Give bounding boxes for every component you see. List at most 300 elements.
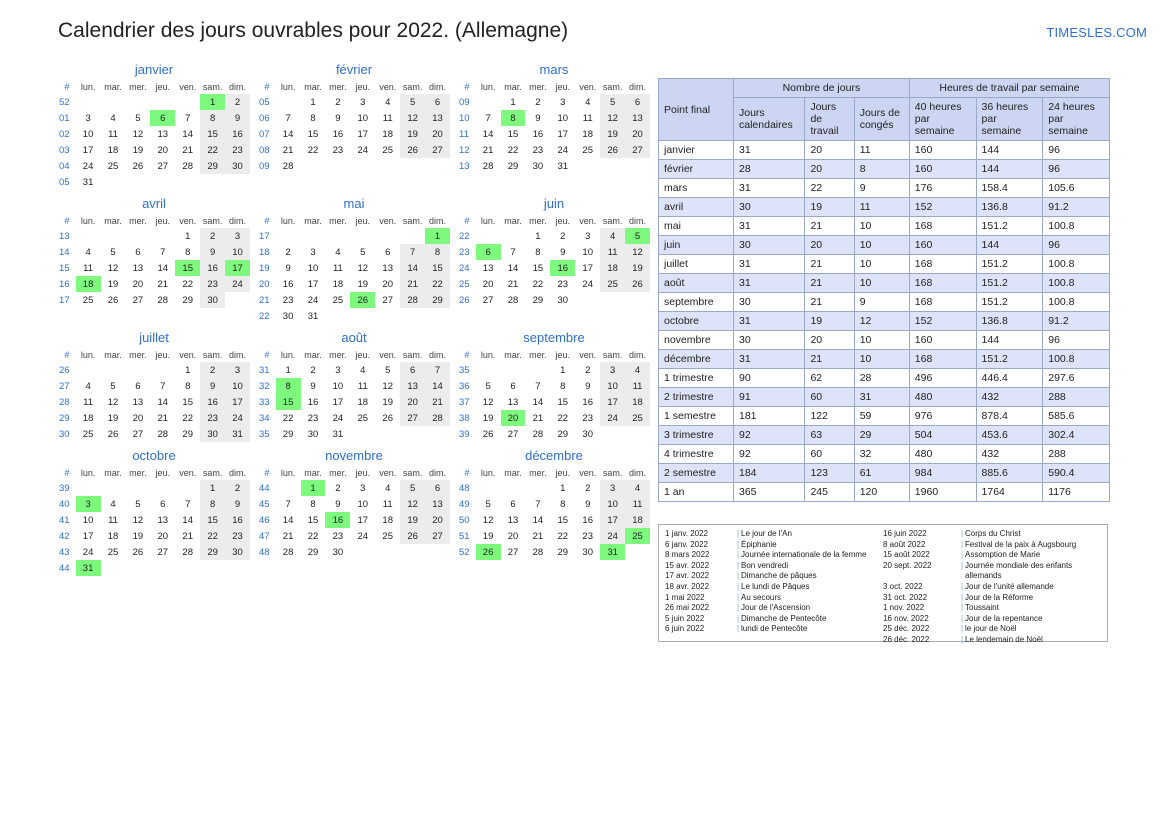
day-cell[interactable]: 19 — [107, 278, 119, 290]
day-cell[interactable]: 3 — [85, 112, 91, 124]
day-cell-weekend[interactable]: 15 — [200, 512, 225, 528]
day-cell-weekend[interactable]: 14 — [425, 378, 450, 394]
day-cell[interactable]: 28 — [532, 428, 544, 440]
day-cell[interactable]: 17 — [332, 396, 344, 408]
day-cell-weekend[interactable]: 28 — [400, 292, 425, 308]
day-cell-weekend[interactable]: 17 — [600, 512, 625, 528]
day-cell[interactable]: 8 — [310, 498, 316, 510]
day-cell-holiday[interactable]: 8 — [501, 110, 526, 126]
day-cell[interactable]: 4 — [585, 96, 591, 108]
day-cell[interactable]: 29 — [557, 428, 569, 440]
day-cell[interactable]: 11 — [108, 128, 118, 140]
day-cell-weekend[interactable]: 19 — [600, 126, 625, 142]
day-cell[interactable]: 18 — [82, 412, 94, 424]
day-cell-holiday[interactable]: 31 — [600, 544, 625, 560]
day-cell[interactable]: 22 — [307, 144, 319, 156]
day-cell[interactable]: 24 — [307, 294, 319, 306]
day-cell-holiday[interactable]: 6 — [476, 244, 501, 260]
day-cell[interactable]: 18 — [357, 396, 369, 408]
day-cell[interactable]: 4 — [385, 482, 391, 494]
day-cell-weekend[interactable]: 20 — [400, 394, 425, 410]
day-cell[interactable]: 25 — [382, 144, 393, 156]
day-cell[interactable]: 20 — [157, 144, 169, 156]
day-cell[interactable]: 6 — [135, 380, 141, 392]
day-cell[interactable]: 17 — [82, 530, 94, 542]
day-cell[interactable]: 26 — [482, 428, 494, 440]
day-cell-weekend[interactable]: 10 — [225, 244, 250, 260]
day-cell-weekend[interactable]: 5 — [400, 480, 425, 496]
day-cell[interactable]: 7 — [185, 498, 191, 510]
day-cell[interactable]: 23 — [282, 294, 294, 306]
day-cell[interactable]: 29 — [532, 294, 544, 306]
day-cell[interactable]: 17 — [82, 144, 94, 156]
day-cell[interactable]: 10 — [357, 112, 369, 124]
day-cell[interactable]: 26 — [132, 160, 144, 172]
day-cell-weekend[interactable]: 20 — [425, 512, 450, 528]
day-cell[interactable]: 9 — [535, 112, 541, 124]
day-cell-weekend[interactable]: 12 — [400, 496, 425, 512]
day-cell[interactable]: 6 — [385, 246, 391, 258]
day-cell[interactable]: 8 — [185, 380, 191, 392]
day-cell[interactable]: 17 — [357, 514, 369, 526]
day-cell[interactable]: 23 — [557, 278, 569, 290]
day-cell[interactable]: 19 — [107, 412, 119, 424]
day-cell[interactable]: 31 — [557, 160, 569, 172]
day-cell-weekend[interactable]: 28 — [425, 410, 450, 426]
day-cell[interactable]: 14 — [282, 128, 294, 140]
day-cell[interactable]: 18 — [382, 514, 393, 526]
day-cell-weekend[interactable]: 2 — [200, 362, 225, 378]
day-cell[interactable]: 27 — [157, 160, 169, 172]
day-cell[interactable]: 6 — [135, 246, 141, 258]
day-cell[interactable]: 5 — [485, 498, 491, 510]
day-cell[interactable]: 21 — [282, 530, 294, 542]
day-cell-weekend[interactable]: 26 — [400, 142, 425, 158]
day-cell[interactable]: 4 — [110, 498, 116, 510]
day-cell[interactable]: 25 — [107, 546, 119, 558]
day-cell[interactable]: 7 — [485, 112, 491, 124]
day-cell[interactable]: 11 — [83, 396, 94, 408]
day-cell-holiday[interactable]: 15 — [175, 260, 200, 276]
day-cell-weekend[interactable]: 18 — [625, 394, 650, 410]
day-cell[interactable]: 17 — [557, 128, 569, 140]
day-cell[interactable]: 20 — [507, 530, 519, 542]
day-cell-weekend[interactable]: 2 — [225, 480, 250, 496]
day-cell[interactable]: 28 — [282, 160, 294, 172]
day-cell[interactable]: 18 — [107, 144, 119, 156]
day-cell[interactable]: 14 — [157, 262, 169, 274]
day-cell[interactable]: 23 — [582, 530, 593, 542]
day-cell[interactable]: 2 — [585, 482, 591, 494]
day-cell[interactable]: 1 — [560, 482, 566, 494]
day-cell[interactable]: 21 — [532, 412, 544, 424]
day-cell[interactable]: 14 — [482, 128, 494, 140]
day-cell[interactable]: 7 — [160, 380, 166, 392]
day-cell[interactable]: 5 — [485, 380, 491, 392]
day-cell-weekend[interactable]: 17 — [225, 394, 250, 410]
day-cell[interactable]: 2 — [335, 482, 341, 494]
day-cell[interactable]: 21 — [157, 412, 169, 424]
day-cell[interactable]: 10 — [82, 514, 94, 526]
day-cell[interactable]: 22 — [507, 144, 519, 156]
day-cell[interactable]: 10 — [82, 128, 94, 140]
day-cell-weekend[interactable]: 4 — [600, 228, 625, 244]
day-cell[interactable]: 5 — [135, 112, 141, 124]
day-cell[interactable]: 15 — [307, 128, 319, 140]
day-cell-weekend[interactable]: 5 — [600, 94, 625, 110]
day-cell[interactable]: 14 — [182, 128, 193, 140]
day-cell[interactable]: 9 — [560, 246, 566, 258]
day-cell[interactable]: 14 — [507, 262, 519, 274]
day-cell[interactable]: 1 — [285, 364, 291, 376]
day-cell[interactable]: 18 — [332, 278, 344, 290]
day-cell[interactable]: 14 — [157, 396, 169, 408]
day-cell[interactable]: 2 — [585, 364, 591, 376]
day-cell[interactable]: 15 — [557, 514, 569, 526]
day-cell[interactable]: 22 — [557, 530, 569, 542]
day-cell-weekend[interactable]: 6 — [400, 362, 425, 378]
day-cell[interactable]: 31 — [307, 310, 319, 322]
day-cell[interactable]: 4 — [110, 112, 116, 124]
day-cell-weekend[interactable]: 8 — [200, 110, 225, 126]
day-cell[interactable]: 3 — [585, 230, 591, 242]
day-cell[interactable]: 15 — [507, 128, 519, 140]
day-cell-weekend[interactable]: 3 — [600, 480, 625, 496]
day-cell-weekend[interactable]: 27 — [425, 142, 450, 158]
day-cell-weekend[interactable]: 24 — [225, 276, 250, 292]
day-cell[interactable]: 7 — [510, 246, 516, 258]
day-cell-weekend[interactable]: 6 — [625, 94, 650, 110]
day-cell[interactable]: 1 — [560, 364, 566, 376]
day-cell-weekend[interactable]: 13 — [425, 110, 450, 126]
day-cell[interactable]: 7 — [535, 380, 541, 392]
day-cell[interactable]: 27 — [132, 294, 144, 306]
day-cell-weekend[interactable]: 11 — [625, 378, 650, 394]
day-cell[interactable]: 5 — [385, 364, 391, 376]
day-cell[interactable]: 26 — [132, 546, 144, 558]
day-cell[interactable]: 19 — [132, 144, 144, 156]
day-cell[interactable]: 12 — [482, 514, 494, 526]
day-cell[interactable]: 13 — [157, 128, 169, 140]
day-cell-holiday[interactable]: 18 — [76, 276, 101, 292]
day-cell-weekend[interactable]: 3 — [225, 362, 250, 378]
day-cell[interactable]: 18 — [382, 128, 393, 140]
day-cell[interactable]: 7 — [285, 498, 291, 510]
day-cell-weekend[interactable]: 9 — [225, 496, 250, 512]
day-cell[interactable]: 28 — [532, 546, 544, 558]
day-cell[interactable]: 6 — [160, 498, 166, 510]
day-cell[interactable]: 21 — [532, 530, 544, 542]
day-cell[interactable]: 25 — [382, 530, 393, 542]
day-cell[interactable]: 13 — [132, 262, 144, 274]
day-cell-weekend[interactable]: 13 — [625, 110, 650, 126]
day-cell[interactable]: 10 — [357, 498, 369, 510]
day-cell-weekend[interactable]: 27 — [625, 142, 650, 158]
day-cell[interactable]: 20 — [132, 412, 144, 424]
day-cell-holiday[interactable]: 8 — [276, 378, 301, 394]
day-cell[interactable]: 27 — [382, 294, 393, 306]
day-cell[interactable]: 17 — [582, 262, 593, 274]
day-cell-weekend[interactable]: 27 — [400, 410, 425, 426]
day-cell[interactable]: 8 — [535, 246, 541, 258]
day-cell[interactable]: 19 — [357, 278, 369, 290]
day-cell[interactable]: 7 — [160, 246, 166, 258]
day-cell[interactable]: 29 — [182, 294, 193, 306]
day-cell-weekend[interactable]: 16 — [200, 394, 225, 410]
day-cell[interactable]: 22 — [532, 278, 544, 290]
day-cell[interactable]: 2 — [310, 364, 316, 376]
day-cell[interactable]: 25 — [82, 294, 94, 306]
day-cell-weekend[interactable]: 8 — [200, 496, 225, 512]
day-cell[interactable]: 21 — [157, 278, 169, 290]
day-cell-weekend[interactable]: 4 — [625, 480, 650, 496]
day-cell[interactable]: 26 — [107, 428, 119, 440]
day-cell-weekend[interactable]: 23 — [200, 276, 225, 292]
day-cell[interactable]: 25 — [82, 428, 94, 440]
day-cell-weekend[interactable]: 16 — [200, 260, 225, 276]
day-cell[interactable]: 30 — [282, 310, 294, 322]
day-cell[interactable]: 27 — [507, 428, 519, 440]
day-cell[interactable]: 5 — [135, 498, 141, 510]
day-cell-weekend[interactable]: 22 — [425, 276, 450, 292]
day-cell[interactable]: 15 — [532, 262, 544, 274]
day-cell[interactable]: 23 — [532, 144, 544, 156]
day-cell-weekend[interactable]: 22 — [200, 528, 225, 544]
day-cell[interactable]: 25 — [107, 160, 119, 172]
day-cell[interactable]: 22 — [307, 530, 319, 542]
day-cell[interactable]: 23 — [332, 144, 344, 156]
day-cell-weekend[interactable]: 30 — [200, 426, 225, 442]
day-cell[interactable]: 10 — [332, 380, 344, 392]
day-cell[interactable]: 11 — [332, 262, 343, 274]
day-cell-weekend[interactable]: 23 — [225, 528, 250, 544]
day-cell-weekend[interactable]: 18 — [625, 512, 650, 528]
day-cell[interactable]: 25 — [332, 294, 344, 306]
day-cell[interactable]: 31 — [82, 176, 94, 188]
day-cell[interactable]: 14 — [282, 514, 294, 526]
day-cell[interactable]: 15 — [182, 396, 193, 408]
day-cell[interactable]: 8 — [310, 112, 316, 124]
day-cell[interactable]: 11 — [382, 112, 393, 124]
day-cell[interactable]: 27 — [132, 428, 144, 440]
day-cell[interactable]: 1 — [185, 230, 191, 242]
day-cell[interactable]: 23 — [582, 412, 593, 424]
day-cell[interactable]: 15 — [557, 396, 569, 408]
day-cell-weekend[interactable]: 10 — [225, 378, 250, 394]
day-cell[interactable]: 11 — [357, 380, 368, 392]
day-cell-holiday[interactable]: 16 — [550, 260, 575, 276]
day-cell-weekend[interactable]: 20 — [425, 126, 450, 142]
day-cell-weekend[interactable]: 20 — [625, 126, 650, 142]
day-cell[interactable]: 30 — [307, 428, 319, 440]
day-cell-holiday[interactable]: 26 — [350, 292, 375, 308]
day-cell[interactable]: 18 — [582, 128, 593, 140]
day-cell-holiday[interactable]: 3 — [76, 496, 101, 512]
day-cell[interactable]: 25 — [357, 412, 369, 424]
day-cell-weekend[interactable]: 18 — [600, 260, 625, 276]
day-cell[interactable]: 19 — [482, 530, 494, 542]
day-cell[interactable]: 22 — [182, 278, 193, 290]
day-cell-weekend[interactable]: 15 — [200, 126, 225, 142]
day-cell-weekend[interactable]: 6 — [425, 480, 450, 496]
day-cell[interactable]: 28 — [507, 294, 519, 306]
day-cell[interactable]: 21 — [182, 530, 193, 542]
day-cell[interactable]: 9 — [585, 498, 591, 510]
day-cell-weekend[interactable]: 1 — [200, 480, 225, 496]
day-cell[interactable]: 10 — [582, 246, 593, 258]
day-cell-weekend[interactable]: 25 — [625, 410, 650, 426]
day-cell[interactable]: 1 — [510, 96, 516, 108]
day-cell[interactable]: 9 — [335, 112, 341, 124]
day-cell[interactable]: 28 — [482, 160, 494, 172]
day-cell-weekend[interactable]: 11 — [625, 496, 650, 512]
day-cell[interactable]: 16 — [307, 396, 319, 408]
day-cell-holiday[interactable]: 26 — [476, 544, 501, 560]
day-cell[interactable]: 15 — [307, 514, 319, 526]
day-cell-weekend[interactable]: 3 — [600, 362, 625, 378]
day-cell-holiday[interactable]: 6 — [150, 110, 175, 126]
day-cell-weekend[interactable]: 16 — [225, 126, 250, 142]
day-cell[interactable]: 12 — [132, 514, 144, 526]
day-cell[interactable]: 21 — [507, 278, 519, 290]
day-cell[interactable]: 28 — [157, 428, 169, 440]
day-cell[interactable]: 3 — [560, 96, 566, 108]
day-cell[interactable]: 30 — [557, 294, 569, 306]
day-cell-weekend[interactable]: 23 — [200, 410, 225, 426]
day-cell-weekend[interactable]: 2 — [225, 94, 250, 110]
day-cell[interactable]: 30 — [582, 546, 593, 558]
day-cell[interactable]: 30 — [532, 160, 544, 172]
day-cell[interactable]: 14 — [532, 514, 544, 526]
day-cell[interactable]: 16 — [332, 128, 344, 140]
day-cell[interactable]: 11 — [382, 498, 393, 510]
day-cell-weekend[interactable]: 30 — [225, 158, 250, 174]
day-cell-weekend[interactable]: 29 — [200, 544, 225, 560]
day-cell[interactable]: 7 — [285, 112, 291, 124]
day-cell-weekend[interactable]: 7 — [400, 244, 425, 260]
day-cell[interactable]: 9 — [285, 262, 291, 274]
day-cell-holiday[interactable]: 31 — [76, 560, 101, 576]
day-cell-holiday[interactable]: 5 — [625, 228, 650, 244]
day-cell-weekend[interactable]: 10 — [600, 378, 625, 394]
day-cell[interactable]: 11 — [582, 112, 593, 124]
day-cell[interactable]: 29 — [182, 428, 193, 440]
day-cell-weekend[interactable]: 9 — [225, 110, 250, 126]
day-cell[interactable]: 10 — [557, 112, 569, 124]
day-cell[interactable]: 6 — [510, 498, 516, 510]
day-cell-weekend[interactable]: 27 — [425, 528, 450, 544]
day-cell[interactable]: 24 — [557, 144, 569, 156]
day-cell[interactable]: 24 — [82, 160, 94, 172]
day-cell[interactable]: 19 — [482, 412, 494, 424]
day-cell-weekend[interactable]: 29 — [425, 292, 450, 308]
day-cell-weekend[interactable]: 14 — [400, 260, 425, 276]
day-cell-weekend[interactable]: 7 — [425, 362, 450, 378]
day-cell[interactable]: 9 — [335, 498, 341, 510]
day-cell-weekend[interactable]: 15 — [425, 260, 450, 276]
day-cell[interactable]: 12 — [382, 380, 393, 392]
day-cell[interactable]: 27 — [507, 546, 519, 558]
day-cell[interactable]: 31 — [332, 428, 344, 440]
day-cell[interactable]: 22 — [282, 412, 294, 424]
day-cell[interactable]: 8 — [560, 380, 566, 392]
day-cell-holiday[interactable]: 25 — [625, 528, 650, 544]
day-cell-weekend[interactable]: 30 — [200, 292, 225, 308]
day-cell[interactable]: 4 — [85, 380, 91, 392]
day-cell[interactable]: 9 — [585, 380, 591, 392]
day-cell[interactable]: 16 — [282, 278, 294, 290]
day-cell[interactable]: 24 — [332, 412, 344, 424]
day-cell[interactable]: 29 — [282, 428, 294, 440]
day-cell[interactable]: 3 — [310, 246, 316, 258]
day-cell[interactable]: 4 — [335, 246, 341, 258]
day-cell-weekend[interactable]: 19 — [400, 126, 425, 142]
day-cell-weekend[interactable]: 24 — [600, 410, 625, 426]
day-cell[interactable]: 28 — [182, 546, 193, 558]
day-cell-weekend[interactable]: 10 — [600, 496, 625, 512]
day-cell[interactable]: 24 — [582, 278, 593, 290]
day-cell[interactable]: 1 — [310, 96, 316, 108]
day-cell[interactable]: 4 — [85, 246, 91, 258]
day-cell[interactable]: 8 — [185, 246, 191, 258]
day-cell[interactable]: 29 — [557, 546, 569, 558]
day-cell[interactable]: 23 — [332, 530, 344, 542]
day-cell[interactable]: 11 — [108, 514, 118, 526]
day-cell-weekend[interactable]: 22 — [200, 142, 225, 158]
day-cell-weekend[interactable]: 26 — [625, 276, 650, 292]
day-cell-weekend[interactable]: 12 — [600, 110, 625, 126]
day-cell-weekend[interactable]: 26 — [400, 528, 425, 544]
day-cell-holiday[interactable]: 16 — [325, 512, 350, 528]
day-cell[interactable]: 21 — [282, 144, 294, 156]
day-cell[interactable]: 26 — [107, 294, 119, 306]
day-cell[interactable]: 13 — [382, 262, 393, 274]
day-cell[interactable]: 27 — [482, 294, 494, 306]
day-cell[interactable]: 26 — [382, 412, 393, 424]
day-cell[interactable]: 18 — [107, 530, 119, 542]
day-cell-weekend[interactable]: 24 — [600, 528, 625, 544]
day-cell[interactable]: 27 — [157, 546, 169, 558]
day-cell-weekend[interactable]: 11 — [600, 244, 625, 260]
day-cell[interactable]: 21 — [182, 144, 193, 156]
day-cell[interactable]: 29 — [307, 546, 319, 558]
day-cell[interactable]: 2 — [560, 230, 566, 242]
day-cell-weekend[interactable]: 21 — [425, 394, 450, 410]
day-cell[interactable]: 16 — [582, 514, 593, 526]
day-cell[interactable]: 17 — [307, 278, 319, 290]
day-cell-weekend[interactable]: 13 — [425, 496, 450, 512]
day-cell-weekend[interactable]: 9 — [200, 244, 225, 260]
day-cell[interactable]: 14 — [532, 396, 544, 408]
day-cell-weekend[interactable]: 25 — [600, 276, 625, 292]
day-cell-weekend[interactable]: 29 — [200, 158, 225, 174]
day-cell[interactable]: 17 — [357, 128, 369, 140]
day-cell-weekend[interactable]: 8 — [425, 244, 450, 260]
day-cell-weekend[interactable]: 21 — [400, 276, 425, 292]
day-cell[interactable]: 20 — [382, 278, 393, 290]
day-cell[interactable]: 7 — [185, 112, 191, 124]
day-cell-holiday[interactable]: 1 — [200, 94, 225, 110]
day-cell[interactable]: 22 — [182, 412, 193, 424]
day-cell[interactable]: 30 — [582, 428, 593, 440]
day-cell[interactable]: 30 — [332, 546, 344, 558]
day-cell-weekend[interactable]: 6 — [425, 94, 450, 110]
day-cell[interactable]: 3 — [360, 482, 366, 494]
day-cell-holiday[interactable]: 17 — [225, 260, 250, 276]
day-cell[interactable]: 4 — [385, 96, 391, 108]
day-cell[interactable]: 24 — [357, 530, 369, 542]
day-cell-weekend[interactable]: 9 — [200, 378, 225, 394]
